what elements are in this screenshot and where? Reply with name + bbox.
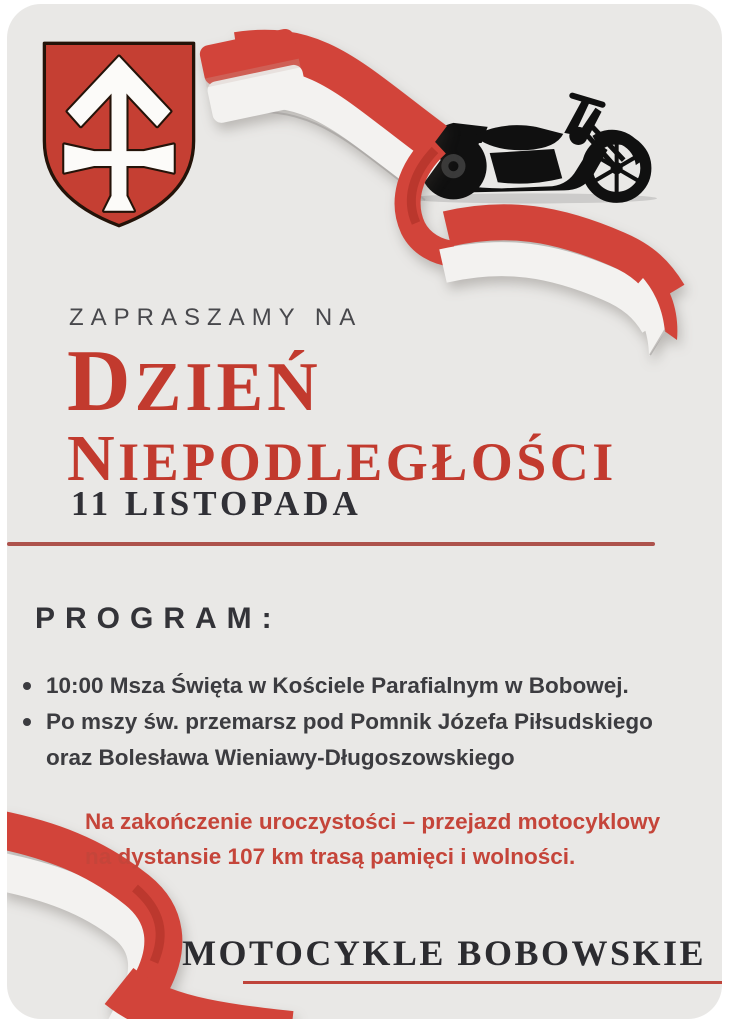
event-title bbox=[67, 333, 617, 495]
coat-of-arms-icon bbox=[36, 35, 202, 234]
eyebrow-text: ZAPRASZAMY NA bbox=[69, 304, 363, 331]
highlight-text: Na zakończenie uroczystości – przejazd motocyklowy na dystansie 107 km trasą pamięci i wolności. bbox=[85, 809, 661, 869]
organizer-name: MOTOCYKLE BOBOWSKIE bbox=[182, 933, 706, 973]
organizer-underline bbox=[243, 981, 722, 984]
program-item bbox=[23, 668, 699, 704]
program-heading: PROGRAM: bbox=[35, 602, 282, 635]
title-divider bbox=[7, 542, 655, 546]
event-date: 11 LISTOPADA bbox=[71, 484, 362, 523]
bullet-icon bbox=[23, 682, 31, 690]
program-item-text: 10:00 Msza Święta w Kościele Parafialnym w Bobowej. bbox=[46, 673, 629, 698]
event-title-line1: DZIEŃ bbox=[67, 333, 322, 430]
program-item-text: Po mszy św. przemarsz pod Pomnik Józefa Piłsudskiego oraz Bolesława Wieniawy-Długoszowskiego bbox=[46, 709, 653, 770]
bullet-icon bbox=[23, 718, 31, 726]
poster-card bbox=[7, 4, 722, 1019]
program-item bbox=[23, 704, 699, 776]
event-title-line2: NIEPODLEGŁOŚCI bbox=[67, 422, 617, 495]
program-list bbox=[23, 668, 699, 776]
